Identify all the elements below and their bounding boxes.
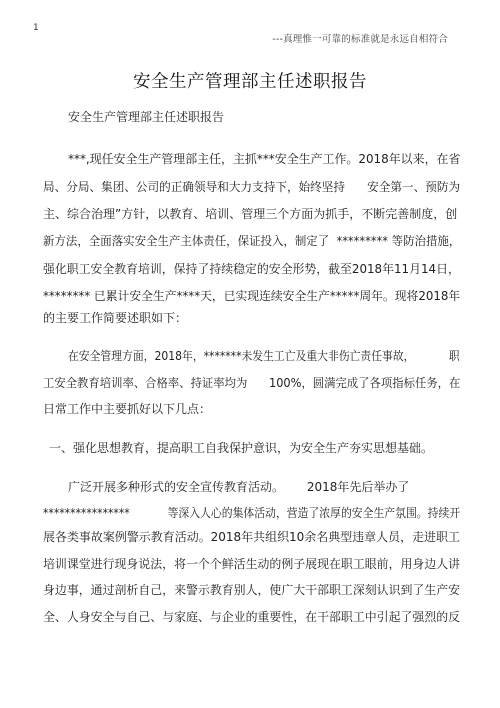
- header-motto: ---真理惟一可靠的标准就是永远自相符合: [272, 34, 448, 45]
- body-line: 安全生产管理部主任述职报告: [68, 110, 225, 124]
- body-line: 在安全管理方面，2018年，*******未发生工亡及重大非伤亡责任事故， 职: [68, 349, 460, 363]
- section-heading: 一、强化思想教育，提高职工自我保护意识，为安全生产夯实思想基础。: [49, 441, 434, 455]
- page-number: 1: [33, 23, 39, 33]
- body-line: 强化职工安全教育培训，保持了持续稳定的安全形势，截至2018年11月14日，: [43, 262, 460, 276]
- body-line: 身边事，通过剖析自己，来警示教育别人，使广大干部职工深刻认识到了生产安: [43, 583, 461, 597]
- body-line: ***,现任安全生产管理部主任，主抓***安全生产工作。2018年以来，在省: [68, 152, 461, 166]
- body-line: 广泛开展多种形式的安全宣传教育活动。 2018年先后举办了: [68, 480, 410, 494]
- body-line: 新方法，全面落实安全生产主体责任，保证投入，制定了 ********* 等防治措施，: [43, 234, 461, 248]
- body-line: **************** 等深入人心的集体活动，营造了浓厚的安全生产氛围。持续开: [43, 506, 461, 520]
- body-line: 局、分局、集团、公司的正确领导和大力支持下，始终坚持 安全第一、预防为: [43, 180, 461, 194]
- body-line: 主、综合治理”方针，以教育、培训、管理三个方面为抓手，不断完善制度，创: [43, 207, 458, 221]
- body-line: 全、人身安全与自己、与家庭、与企业的重要性，在干部职工中引起了强烈的反: [43, 610, 461, 624]
- body-line: 的主要工作简要述职如下：: [43, 311, 188, 325]
- document-title: 安全生产管理部主任述职报告: [133, 72, 367, 92]
- body-line: 培训课堂进行现身说法，将一个个鲜活生动的例子展现在职工眼前，用身边人讲: [43, 557, 461, 571]
- body-line: ******** 已累计安全生产****天，已实现连续安全生产*****周年。现将2018年: [43, 289, 461, 303]
- body-line: 展各类事故案例警示教育活动。2018年共组织10余名典型违章人员，走进职工: [43, 530, 460, 544]
- body-line: 日常工作中主要抓好以下几点：: [43, 402, 212, 416]
- body-line: 工安全教育培训率、合格率、持证率均为 100%，圆满完成了各项指标任务，在: [43, 376, 461, 390]
